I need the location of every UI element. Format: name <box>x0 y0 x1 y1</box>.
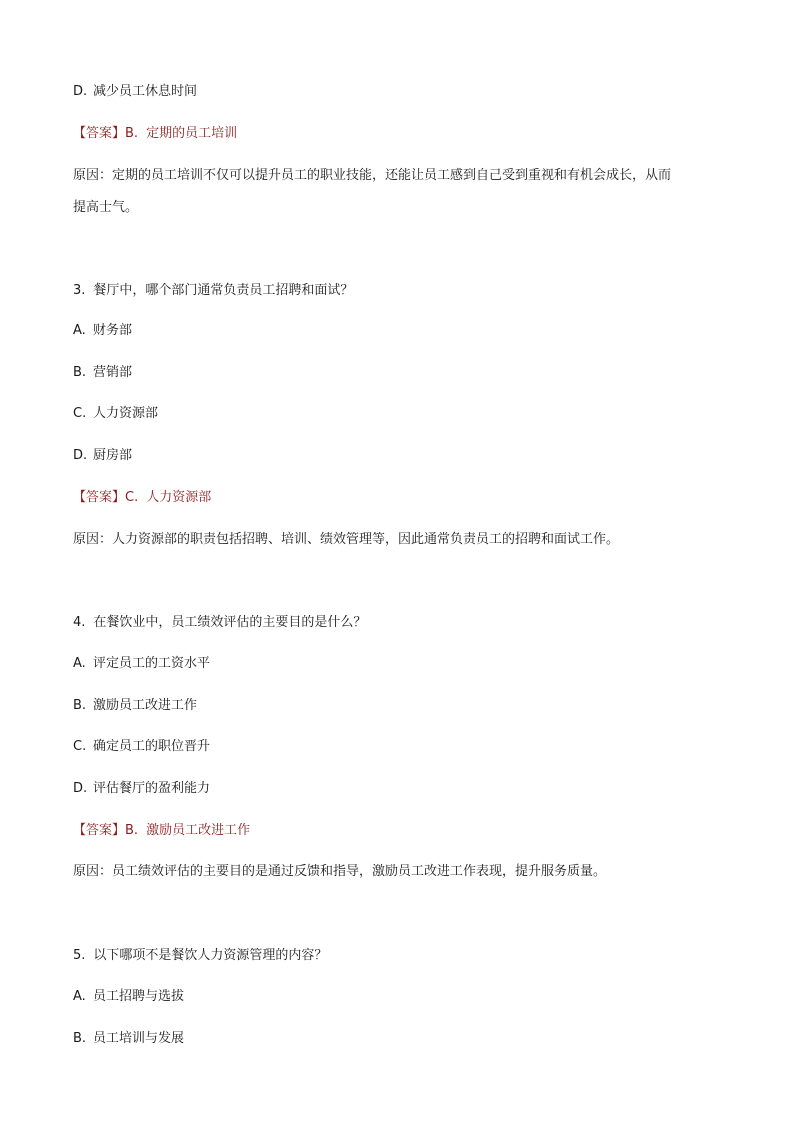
option-label: A. <box>73 656 86 671</box>
q3-reason <box>73 531 619 549</box>
option-text: 员工招聘与选拔 <box>93 989 185 1004</box>
q4-answer <box>73 822 250 840</box>
reason-prefix: 原因： <box>73 168 113 183</box>
option-text: 厨房部 <box>93 448 133 463</box>
reason-prefix: 原因： <box>73 864 113 879</box>
q5-option-b <box>73 1030 184 1048</box>
reason-text: 提高士气。 <box>73 200 139 215</box>
q5-option-a <box>73 988 184 1006</box>
q3-option-a <box>73 322 132 340</box>
option-label: C. <box>73 739 87 754</box>
question-number: 3. <box>73 283 86 298</box>
option-text: 确定员工的职位晋升 <box>93 739 211 754</box>
answer-choice: B. <box>125 126 139 141</box>
option-label: A. <box>73 323 86 338</box>
answer-bracket: 【答案】 <box>73 490 126 505</box>
q2-reason-line2 <box>73 199 138 217</box>
q3-option-c <box>73 405 158 423</box>
answer-text: 定期的员工培训 <box>146 126 238 141</box>
option-label: D. <box>73 448 88 463</box>
q5-question <box>73 947 327 965</box>
option-label: D. <box>73 84 88 99</box>
option-label: B. <box>73 365 87 380</box>
option-label: B. <box>73 698 87 713</box>
option-label: C. <box>73 406 87 421</box>
option-text: 评定员工的工资水平 <box>93 656 211 671</box>
option-text: 人力资源部 <box>93 406 159 421</box>
q4-reason <box>73 863 606 881</box>
option-text: 激励员工改进工作 <box>93 698 198 713</box>
reason-text: 定期的员工培训不仅可以提升员工的职业技能，还能让员工感到自己受到重视和有机会成长，从而 <box>112 168 672 183</box>
option-label: B. <box>73 1031 87 1046</box>
reason-text: 人力资源部的职责包括招聘、培训、绩效管理等，因此通常负责员工的招聘和面试工作。 <box>112 532 620 547</box>
option-text: 员工培训与发展 <box>93 1031 185 1046</box>
answer-bracket: 【答案】 <box>73 823 126 838</box>
answer-text: 激励员工改进工作 <box>146 823 251 838</box>
q3-answer <box>73 489 211 507</box>
q4-option-d <box>73 780 210 798</box>
q4-question <box>73 614 366 632</box>
answer-choice: C. <box>125 490 139 505</box>
reason-text: 员工绩效评估的主要目的是通过反馈和指导，激励员工改进工作表现，提升服务质量。 <box>112 864 607 879</box>
option-label: D. <box>73 781 88 796</box>
question-text: 餐厅中，哪个部门通常负责员工招聘和面试？ <box>93 283 354 298</box>
option-text: 减少员工休息时间 <box>93 84 198 99</box>
question-text: 在餐饮业中，员工绩效评估的主要目的是什么？ <box>93 615 367 630</box>
q3-question <box>73 282 353 300</box>
q4-option-b <box>73 697 197 715</box>
option-text: 财务部 <box>93 323 133 338</box>
option-text: 评估餐厅的盈利能力 <box>93 781 211 796</box>
q4-option-c <box>73 738 210 756</box>
question-text: 以下哪项不是餐饮人力资源管理的内容？ <box>93 948 328 963</box>
answer-bracket: 【答案】 <box>73 126 126 141</box>
q2-answer <box>73 125 237 143</box>
answer-text: 人力资源部 <box>146 490 212 505</box>
answer-choice: B. <box>125 823 139 838</box>
question-number: 5. <box>73 948 86 963</box>
option-text: 营销部 <box>93 365 133 380</box>
q2-reason-line1 <box>73 167 671 185</box>
q3-option-b <box>73 364 132 382</box>
reason-prefix: 原因： <box>73 532 113 547</box>
q4-option-a <box>73 655 210 673</box>
q2-option-d <box>73 83 197 101</box>
q3-option-d <box>73 447 132 465</box>
question-number: 4. <box>73 615 86 630</box>
option-label: A. <box>73 989 86 1004</box>
